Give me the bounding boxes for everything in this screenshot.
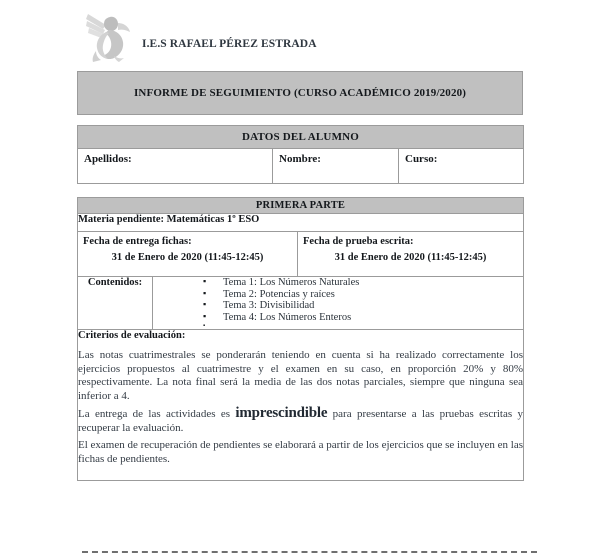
criterios-evaluacion-title: Criterios de evaluación: xyxy=(78,330,186,342)
table-row xyxy=(78,277,524,330)
report-title-cell: INFORME DE SEGUIMIENTO (CURSO ACADÉMICO 2019/2020) xyxy=(78,72,523,115)
nombre-field-label[interactable]: Nombre: xyxy=(273,149,399,184)
contenidos-list xyxy=(153,277,523,329)
winged-figure-logo-icon xyxy=(84,11,136,65)
list-item: ▪ Tema 4: Los Números Enteros xyxy=(223,312,523,324)
fecha-entrega-fichas-label: Fecha de entrega fichas: xyxy=(83,236,192,247)
report-title-table xyxy=(77,71,523,115)
apellidos-field-label[interactable]: Apellidos: xyxy=(78,149,273,184)
fecha-prueba-escrita-label: Fecha de prueba escrita: xyxy=(303,236,414,247)
student-data-table xyxy=(77,125,524,184)
table-row xyxy=(78,330,524,481)
criterios-paragraph-2 xyxy=(78,407,523,435)
table-row xyxy=(78,149,524,184)
list-item: ▪ Tema 3: Divisibilidad xyxy=(223,300,523,312)
imprescindible-emphasis: imprescindible xyxy=(235,405,328,422)
table-row xyxy=(78,72,523,115)
materia-pendiente: Materia pendiente: Matemáticas 1º ESO xyxy=(78,214,524,232)
fecha-prueba-escrita-value: 31 de Enero de 2020 (11:45-12:45) xyxy=(334,252,487,263)
criterios-paragraph-3: El examen de recuperación de pendientes se elaborará a partir de los ejercicios que se incluyen en las fichas de pendientes. xyxy=(78,439,524,465)
fecha-prueba-escrita-cell xyxy=(298,232,524,277)
school-name: I.E.S RAFAEL PÉREZ ESTRADA xyxy=(142,38,317,50)
table-row xyxy=(78,126,524,149)
list-item: ▪ Tema 1: Los Números Naturales xyxy=(223,277,523,289)
criterios-p2-before: La entrega de las actividades es xyxy=(78,408,236,421)
criterios-paragraph-1: Las notas cuatrimestrales se ponderarán teniendo en cuenta si ha realizado correctamente los ejercicios propuestos al cuatrimestre y el examen en su caso, en proporción 20% y 80% respectivamente. La nota final será la media de las dos notas parciales, siempre que ninguna sea inferior a 4. xyxy=(78,349,524,402)
criterios-evaluacion-cell xyxy=(78,330,524,481)
criterios-p2-after: para presentarse a las pruebas escritas y recuperar la evaluación. xyxy=(78,408,524,434)
primera-parte-header: PRIMERA PARTE xyxy=(78,198,524,214)
contenidos-label: Contenidos: xyxy=(87,277,143,288)
letterhead xyxy=(84,10,514,66)
table-row xyxy=(78,232,524,277)
bottom-dashed-separator xyxy=(82,551,537,553)
table-row xyxy=(78,198,524,214)
student-data-header: DATOS DEL ALUMNO xyxy=(78,126,524,149)
curso-field-label[interactable]: Curso: xyxy=(399,149,524,184)
list-item xyxy=(223,323,523,329)
contenidos-label-cell xyxy=(78,277,153,330)
fecha-entrega-fichas-value: 31 de Enero de 2020 (11:45-12:45) xyxy=(111,252,264,263)
primera-parte-table xyxy=(77,197,524,481)
fecha-entrega-fichas-cell xyxy=(78,232,298,277)
table-row xyxy=(78,214,524,232)
list-item: ▪ Tema 2: Potencias y raíces xyxy=(223,289,523,301)
contenidos-list-cell xyxy=(153,277,524,330)
